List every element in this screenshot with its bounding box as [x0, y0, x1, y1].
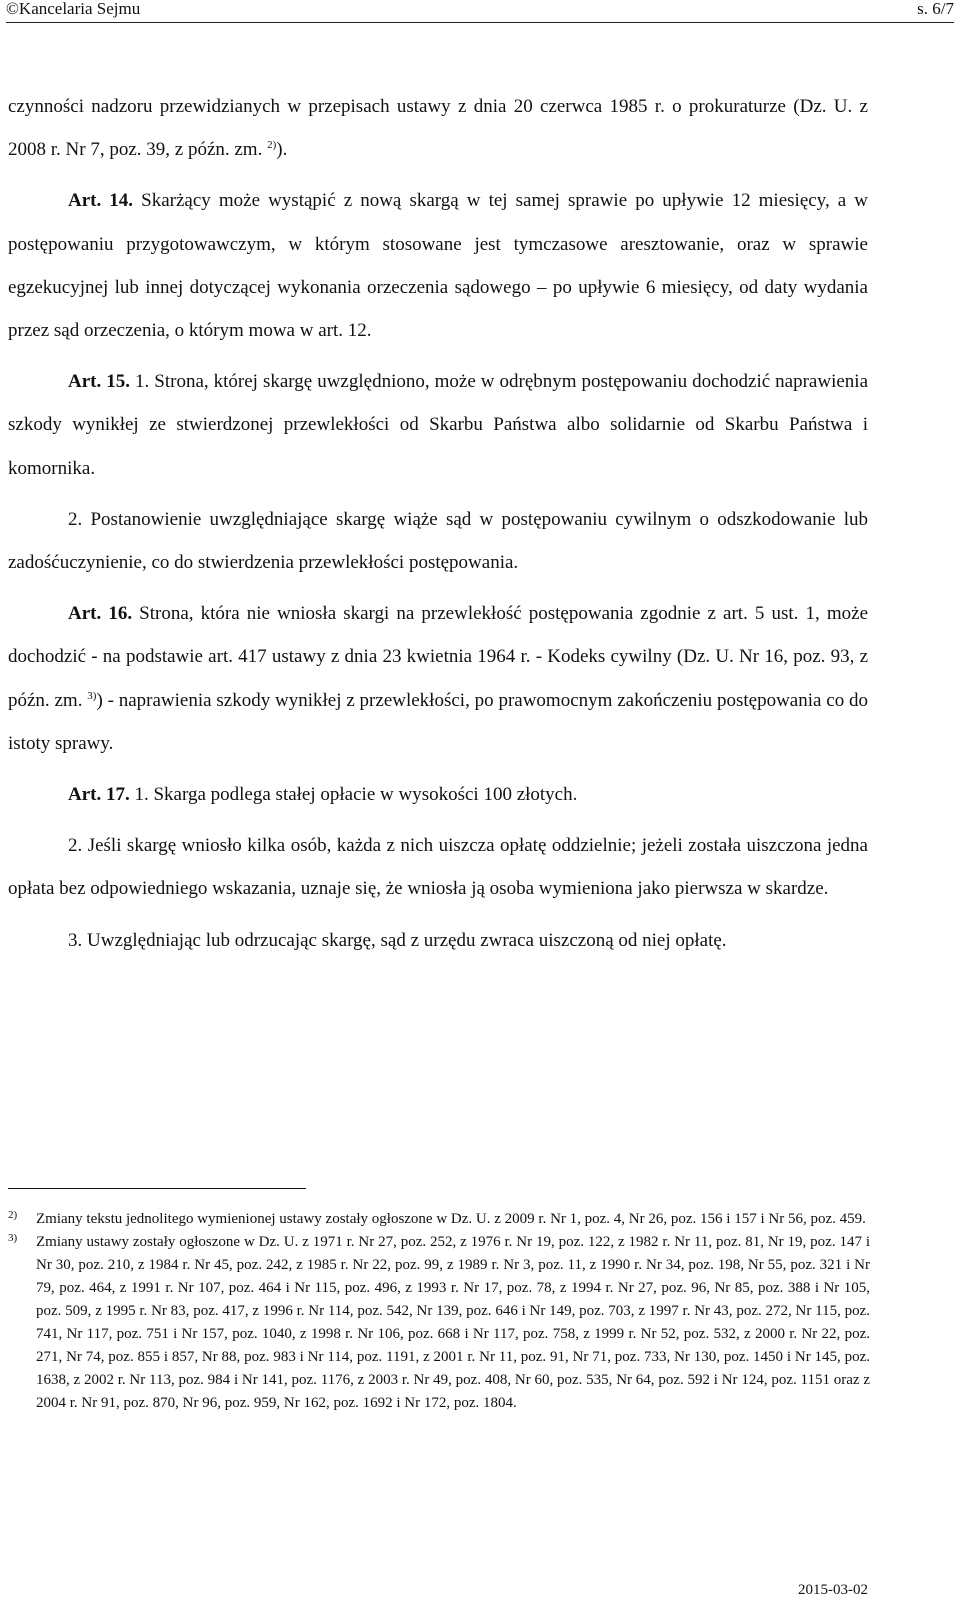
article-17-par-2: [8, 824, 868, 910]
footnote-separator: [8, 1188, 306, 1189]
page-number-link[interactable]: s. 6/7: [917, 0, 954, 18]
article-text: 3. Uwzględniając lub odrzucając skargę, sąd z urzędu zwraca uiszczoną od niej opłatę.: [68, 929, 727, 951]
page-header: [6, 0, 954, 23]
article-15-par-2: [8, 498, 868, 584]
article-text: 1. Strona, której skargę uwzględniono, może w odrębnym postępowaniu dochodzić naprawienia szkody wynikłej ze stwierdzonej przewlekłości od Skarbu Państwa albo solidarnie od Skarbu Państwa i komornika.: [8, 371, 869, 479]
article-text: 1. Skarga podlega stałej opłacie w wysokości 100 złotych.: [134, 784, 578, 806]
article-17-par-3: [8, 919, 868, 962]
article-label: Art. 16.: [68, 603, 133, 625]
document-body: [8, 85, 868, 970]
article-text: 2. Jeśli skargę wniosło kilka osób, każda z nich uiszcza opłatę oddzielnie; jeżeli została uiszczona jedna opłata bez odpowiedniego wskazania, uznaje się, że wniosła ją osoba wymieniona jako pierwsza w skardze.: [8, 835, 868, 900]
footer-date: 2015-03-02: [798, 1582, 868, 1598]
footnote-3: [8, 1231, 870, 1415]
article-text: Strona, która nie wniosła skargi na przewlekłość postępowania zgodnie z art. 5 ust. 1, może dochodzić - na podstawie art. 417 ustawy z dnia 23 kwietnia 1964 r. - Kodeks cywilny (Dz. U. Nr 16, poz. 93, z późn. zm.: [8, 603, 869, 711]
article-label: Art. 14.: [68, 190, 134, 212]
footnote-ref[interactable]: 3): [87, 689, 97, 702]
article-16: [8, 592, 868, 765]
article-text: 2. Postanowienie uwzględniające skargę wiąże sąd w postępowaniu cywilnym o odszkodowanie lub zadośćuczynienie, co do stwierdzenia przewlekłości postępowania.: [8, 508, 868, 574]
paragraph-text-end: ).: [276, 139, 288, 161]
paragraph-text: czynności nadzoru przewidzianych w przepisach ustawy z dnia 20 czerwca 1985 r. o prokuraturze (Dz. U. z 2008 r. Nr 7, poz. 39, z późn. zm.: [8, 96, 868, 161]
footnote-2: [8, 1208, 870, 1231]
header-source: [6, 0, 140, 19]
article-label: Art. 15.: [68, 371, 130, 393]
article-text: Skarżący może wystąpić z nową skargą w tej samej sprawie po upływie 12 miesięcy, a w postępowaniu przygotowawczym, w którym stosowane jest tymczasowe aresztowanie, oraz w sprawie egzekucyjnej lub innej dotyczącej wykonania orzeczenia sądowego – po upływie 6 miesięcy, od daty wydania przez sąd orzeczenia, o którym mowa w art. 12.: [8, 190, 869, 342]
article-text-end: ) - naprawienia szkody wynikłej z przewlekłości, po prawomocnym zakończeniu postępowania co do istoty sprawy.: [8, 689, 869, 754]
footnote-text: Zmiany ustawy zostały ogłoszone w Dz. U. z 1971 r. Nr 27, poz. 252, z 1976 r. Nr 19, poz. 122, z 1982 r. Nr 11, poz. 81, Nr 19, poz. 147 i Nr 30, poz. 210, z 1984 r. Nr 45, poz. 242, z 1985 r. Nr 22, poz. 99, z 1989 r. Nr 3, poz. 11, z 1990 r. Nr 34, poz. 198, Nr 55, poz. 321 i Nr 79, poz. 464, z 1991 r. Nr 107, poz. 464 i Nr 115, poz. 496, z 1993 r. Nr 17, poz. 78, z 1994 r. Nr 27, poz. 96, Nr 85, poz. 388 i Nr 105, poz. 509, z 1995 r. Nr 83, poz. 417, z 1996 r. Nr 114, poz. 542, Nr 139, poz. 646 i Nr 149, poz. 703, z 1997 r. Nr 43, poz. 272, Nr 115, poz. 741, Nr 117, poz. 751 i Nr 157, poz. 1040, z 1998 r. Nr 106, poz. 668 i Nr 117, poz. 758, z 1999 r. Nr 52, poz. 532, z 2000 r. Nr 22, poz. 271, Nr 74, poz. 855 i 857, Nr 88, poz. 983 i Nr 114, poz. 1191, z 2001 r. Nr 11, poz. 91, Nr 71, poz. 733, Nr 130, poz. 1450 i Nr 145, poz. 1638, z 2002 r. Nr 113, poz. 984 i Nr 141, poz. 1176, z 2003 r. Nr 49, poz. 408, Nr 60, poz. 535, Nr 64, poz. 592 i Nr 124, poz. 1151 oraz z 2004 r. Nr 91, poz. 870, Nr 96, poz. 959, Nr 162, poz. 1692 i Nr 172, poz. 1804.: [36, 1234, 870, 1411]
article-17-par-1: [8, 773, 868, 816]
article-14: [8, 179, 868, 352]
footnote-mark: 3): [8, 1232, 18, 1244]
article-label: Art. 17.: [68, 784, 130, 806]
article-15-par-1: [8, 360, 868, 490]
header-page-number: [917, 0, 954, 19]
header-source-link[interactable]: ©Kancelaria Sejmu: [6, 0, 141, 18]
footnote-mark: 2): [8, 1209, 18, 1221]
footnotes: [8, 1208, 870, 1415]
footnote-text: Zmiany tekstu jednolitego wymienionej ustawy zostały ogłoszone w Dz. U. z 2009 r. Nr 1, poz. 4, Nr 26, poz. 156 i 157 i Nr 56, poz. 459.: [36, 1211, 866, 1227]
paragraph-continuation: [8, 85, 868, 171]
footnote-ref[interactable]: 2): [267, 139, 277, 152]
